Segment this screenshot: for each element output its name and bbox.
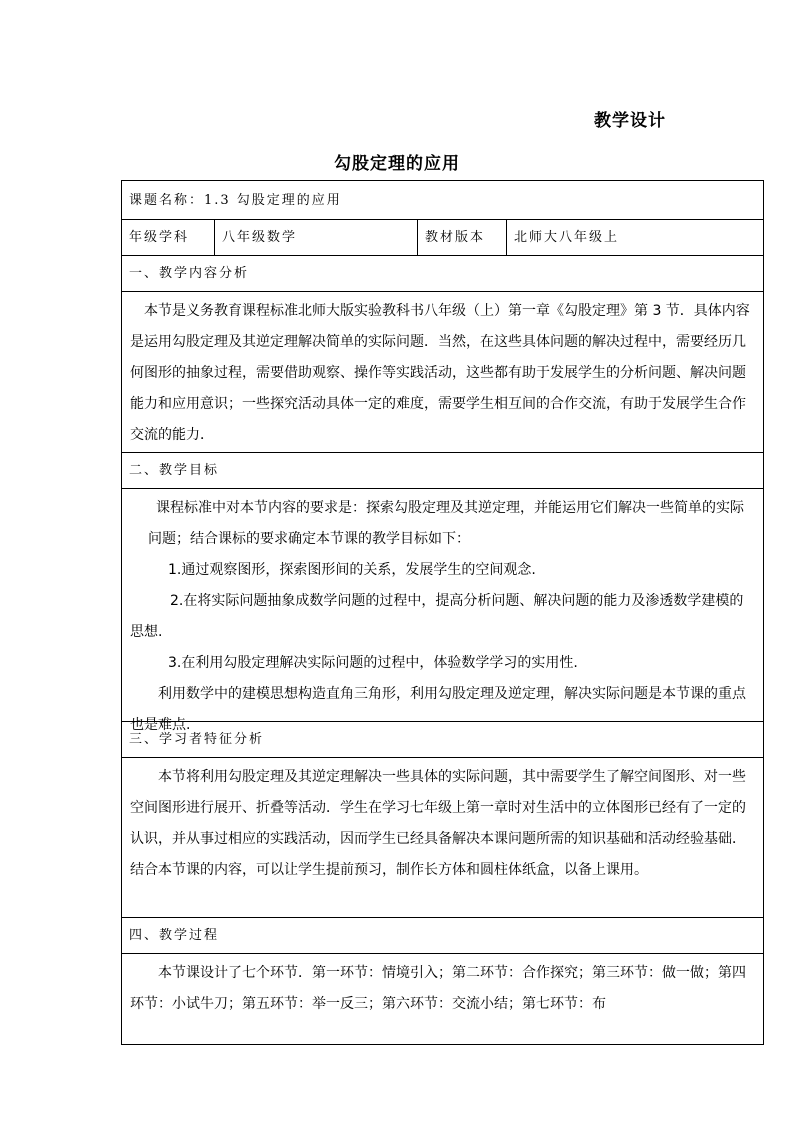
section-body-objectives <box>122 489 763 733</box>
edition-label: 教材版本 <box>418 220 507 255</box>
doc-header: 教学设计 <box>594 111 666 131</box>
section-heading-teaching-process: 四、教学过程 <box>122 918 763 954</box>
page-title: 勾股定理的应用 <box>334 154 460 174</box>
section-body-content-analysis <box>122 292 763 453</box>
section-heading-content-analysis: 一、教学内容分析 <box>122 256 763 292</box>
objective-2: 2.在将实际问题抽象成数学问题的过程中，提高分析问题、解决问题的能力及渗透数学建模的思想. <box>130 593 744 640</box>
objectives-intro: 课程标准中对本节内容的要求是：探索勾股定理及其逆定理，并能运用它们解决一些简单的实际问题；结合课标的要求确定本节课的教学目标如下： <box>148 500 744 547</box>
grade-row <box>122 220 763 256</box>
section-body-teaching-process <box>122 954 763 1044</box>
section-heading-objectives: 二、教学目标 <box>122 453 763 489</box>
learner-analysis-text: 本节将利用勾股定理及其逆定理解决一些具体的实际问题，其中需要学生了解空间图形、对一些空间图形进行展开、折叠等活动．学生在学习七年级上第一章时对生活中的立体图形已经有了一定的认识，并从事过相应的实践活动，因而学生已经具备解决本课问题所需的知识基础和活动经验基础．结合本节课的内容，可以让学生提前预习，制作长方体和圆柱体纸盒，以备上课用。 <box>130 769 746 878</box>
key-point-text: 利用数学中的建模思想构造直角三角形，利用勾股定理及逆定理，解决实际问题是本节课的重点也是难点. <box>130 686 746 733</box>
objective-3: 3.在利用勾股定理解决实际问题的过程中，体验数学学习的实用性. <box>168 655 578 671</box>
section-heading-learner-analysis: 三、学习者特征分析 <box>122 722 763 758</box>
grade-value: 八年级数学 <box>215 220 418 255</box>
content-analysis-text: 本节是义务教育课程标准北师大版实验教科书八年级（上）第一章《勾股定理》第 3 节．具体内容是运用勾股定理及其逆定理解决简单的实际问题．当然，在这些具体问题的解决过程中，需要经历几何图形的抽象过程，需要借助观察、操作等实践活动，这些都有助于发展学生的分析问题、解决问题能力和应用意识；一些探究活动具体一定的难度，需要学生相互间的合作交流，有助于发展学生合作交流的能力． <box>130 303 750 443</box>
lesson-plan-table <box>121 180 764 1045</box>
section-body-learner-analysis <box>122 758 763 918</box>
objective-1: 1.通过观察图形，探索图形间的关系，发展学生的空间观念. <box>168 562 536 578</box>
edition-value: 北师大八年级上 <box>514 230 620 245</box>
teaching-process-text: 本节课设计了七个环节．第一环节：情境引入；第二环节：合作探究；第三环节：做一做；第四环节：小试牛刀；第五环节：举一反三；第六环节：交流小结；第七环节：布 <box>130 965 746 1012</box>
grade-label: 年级学科 <box>122 220 215 255</box>
course-name-row: 课题名称：1.3 勾股定理的应用 <box>122 181 763 220</box>
